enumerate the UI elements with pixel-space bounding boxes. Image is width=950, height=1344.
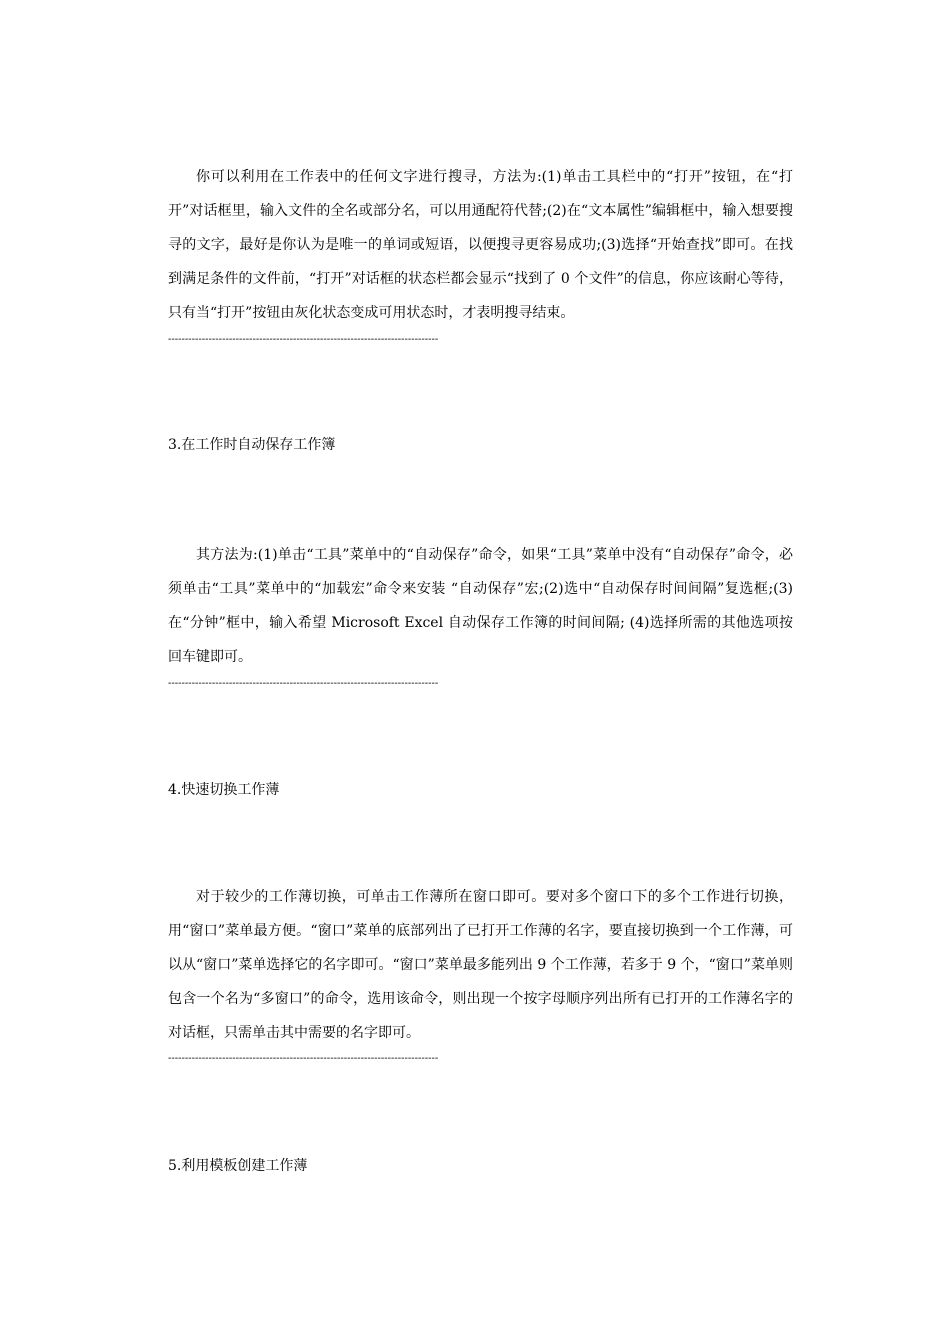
paragraph-search-files: 你可以利用在工作表中的任何文字进行搜寻，方法为:(1)单击工具栏中的“打开”按钮，在“打开”对话框里，输入文件的全名或部分名，可以用通配符代替;(2)在“文本属性”编辑框中，输入想要搜寻的文字，最好是你认为是唯一的单词或短语，以便搜寻更容易成功;(3)选择“开始查找”即可。在找到满足条件的文件前，“打开”对话框的状态栏都会显示“找到了 0 个文件”的信息，你应该耐心等待，只有当“打开”按钮由灰化状态变成可用状态时，才表明搜寻结束。 [168,169,793,321]
separator-line: -------------------------------------------------------------------------------- [168,1053,439,1064]
heading-autosave-workbook: 3.在工作时自动保存工作簿 [168,437,336,453]
heading-template-workbook: 5.利用模板创建工作薄 [168,1158,308,1174]
separator-line: -------------------------------------------------------------------------------- [168,678,439,689]
paragraph-switch-method: 对于较少的工作薄切换，可单击工作薄所在窗口即可。要对多个窗口下的多个工作进行切换，用“窗口”菜单最方便。“窗口”菜单的底部列出了已打开工作薄的名字，要直接切换到一个工作薄，可以从“窗口”菜单选择它的名字即可。“窗口”菜单最多能列出 9 个工作薄，若多于 9 个，“窗口”菜单则包含一个名为“多窗口”的命令，选用该命令，则出现一个按字母顺序列出所有已打开的工作薄名字的对话框，只需单击其中需要的名字即可。 [168,889,793,1041]
separator-line: -------------------------------------------------------------------------------- [168,334,439,345]
paragraph-autosave-method: 其方法为:(1)单击“工具”菜单中的“自动保存”命令，如果“工具”菜单中没有“自动保存”命令，必须单击“工具”菜单中的“加载宏”命令来安装 “自动保存”宏;(2)选中“自动保存时间间隔”复选框;(3)在“分钟”框中，输入希望 Microsoft Excel 自动保存工作簿的时间间隔; (4)选择所需的其他选项按回车键即可。 [168,547,793,665]
heading-switch-workbook: 4.快速切换工作薄 [168,782,280,798]
